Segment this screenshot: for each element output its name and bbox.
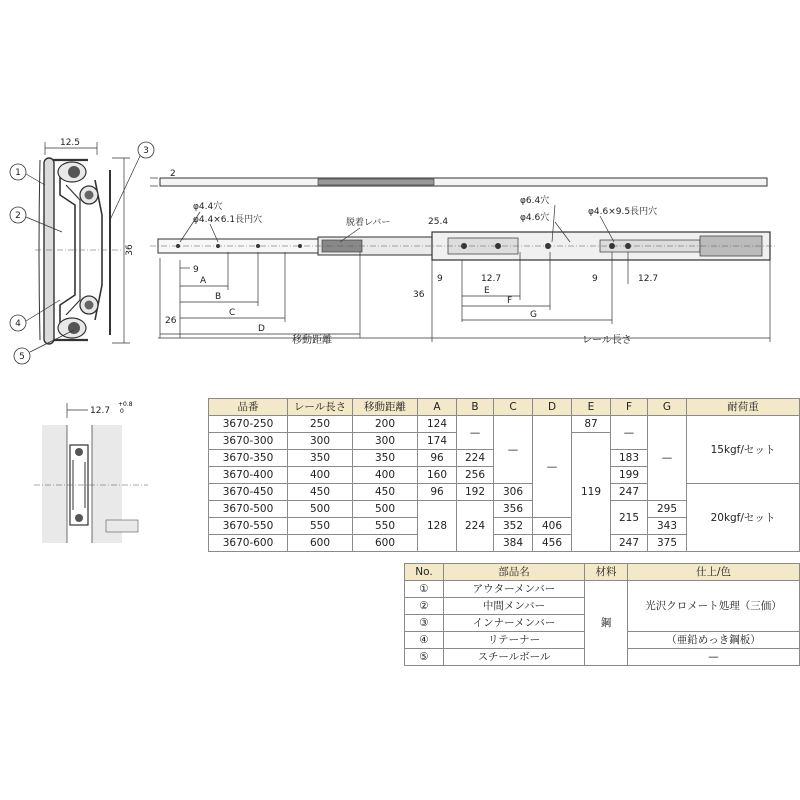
col-header: C <box>494 399 533 416</box>
table-row <box>405 581 800 598</box>
cell: 375 <box>648 535 687 552</box>
tolerance-upper: +0.8 <box>118 401 133 408</box>
cell: 384 <box>494 535 533 552</box>
label-f: F <box>507 296 513 306</box>
cell: 192 <box>457 484 494 501</box>
spec-header-row <box>209 399 800 416</box>
spec-table <box>208 398 800 552</box>
cell: 3670-350 <box>209 450 288 467</box>
cell: 295 <box>648 501 687 518</box>
cell: 343 <box>648 518 687 535</box>
cell: 306 <box>494 484 533 501</box>
cell: — <box>611 416 648 450</box>
cell: 300 <box>288 433 353 450</box>
dim-36-side: 36 <box>413 290 425 300</box>
col-header: B <box>457 399 494 416</box>
cell: — <box>648 416 687 501</box>
cell: 224 <box>457 450 494 467</box>
rail-length-label: レール長さ <box>582 335 632 346</box>
lever-label: 脱着レバー <box>346 218 391 228</box>
dim-25-4: 25.4 <box>428 217 449 227</box>
label-e: E <box>484 286 490 296</box>
cell: 350 <box>288 450 353 467</box>
cell: 15kgf/セット <box>687 416 800 484</box>
cell: 550 <box>353 518 418 535</box>
cell: 96 <box>418 450 457 467</box>
travel-label: 移動距離 <box>292 335 332 346</box>
col-header: 品番 <box>209 399 288 416</box>
cell: 450 <box>288 484 353 501</box>
cell: 3670-400 <box>209 467 288 484</box>
cell: 光沢クロメート処理（三価） <box>628 581 800 632</box>
cell: 352 <box>494 518 533 535</box>
cell: — <box>533 416 572 518</box>
cell: 3670-600 <box>209 535 288 552</box>
cell: 200 <box>353 416 418 433</box>
dim-12-7-mid: 12.7 <box>481 274 502 284</box>
label-c: C <box>229 308 236 318</box>
rail-top-view <box>150 169 767 186</box>
dim-thickness: 2 <box>170 169 176 179</box>
hole-label-3: φ6.4穴 <box>520 196 550 206</box>
svg-text:4: 4 <box>15 319 21 329</box>
svg-text:1: 1 <box>15 168 21 178</box>
cell: 160 <box>418 467 457 484</box>
col-header: 部品名 <box>444 564 585 581</box>
label-d: D <box>258 324 265 334</box>
table-row <box>209 416 800 433</box>
label-a: A <box>200 276 207 286</box>
label-b: B <box>215 292 222 302</box>
hole-label-4: φ4.6穴 <box>520 213 550 223</box>
cell: — <box>628 649 800 666</box>
cell: リテーナー <box>444 632 585 649</box>
dim-height: 36 <box>125 244 135 256</box>
hole-label-5: φ4.6×9.5長円穴 <box>588 207 658 217</box>
cell: 300 <box>353 433 418 450</box>
cell: 500 <box>288 501 353 518</box>
cell: 3670-500 <box>209 501 288 518</box>
cell: スチールボール <box>444 649 585 666</box>
cell: （亜鉛めっき鋼板） <box>628 632 800 649</box>
cell: ① <box>405 581 444 598</box>
col-header: A <box>418 399 457 416</box>
cell: 199 <box>611 467 648 484</box>
cross-section <box>10 138 154 364</box>
parts-header-row <box>405 564 800 581</box>
cell: 450 <box>353 484 418 501</box>
cell: インナーメンバー <box>444 615 585 632</box>
col-header: F <box>611 399 648 416</box>
hole-label-1: φ4.4穴 <box>193 202 223 212</box>
cell: ⑤ <box>405 649 444 666</box>
cell: アウターメンバー <box>444 581 585 598</box>
hole-label-2: φ4.4×6.1長円穴 <box>193 215 263 225</box>
dim-12-7-mount: 12.7 <box>90 406 111 416</box>
col-header: G <box>648 399 687 416</box>
col-header: 移動距離 <box>353 399 418 416</box>
cell: 550 <box>288 518 353 535</box>
cell: 20kgf/セット <box>687 484 800 552</box>
svg-text:3: 3 <box>143 146 149 156</box>
cell: 456 <box>533 535 572 552</box>
cell: 400 <box>288 467 353 484</box>
dim-9-left: 9 <box>193 265 199 275</box>
cell: — <box>494 416 533 484</box>
cell: 406 <box>533 518 572 535</box>
col-header: レール長さ <box>288 399 353 416</box>
col-header: E <box>572 399 611 416</box>
cell: 250 <box>288 416 353 433</box>
cell: ② <box>405 598 444 615</box>
cell: 500 <box>353 501 418 518</box>
table-row <box>209 484 800 501</box>
cell: 124 <box>418 416 457 433</box>
dim-top-width: 12.5 <box>59 138 81 148</box>
cell: ④ <box>405 632 444 649</box>
rail-side-view <box>150 194 775 346</box>
cell: — <box>457 416 494 450</box>
cell: 119 <box>572 433 611 552</box>
label-g: G <box>530 310 537 320</box>
cell: 96 <box>418 484 457 501</box>
cell: 600 <box>288 535 353 552</box>
cell: 128 <box>418 501 457 552</box>
cell: 87 <box>572 416 611 433</box>
cell: 400 <box>353 467 418 484</box>
col-header: No. <box>405 564 444 581</box>
svg-text:5: 5 <box>19 352 25 362</box>
col-header: 耐荷重 <box>687 399 800 416</box>
col-header: D <box>533 399 572 416</box>
cell: 356 <box>494 501 533 518</box>
cell: 247 <box>611 484 648 501</box>
cell: 3670-450 <box>209 484 288 501</box>
cell: 鋼 <box>585 581 628 666</box>
cell: 224 <box>457 501 494 552</box>
col-header: 仕上/色 <box>628 564 800 581</box>
col-header: 材料 <box>585 564 628 581</box>
cell: ③ <box>405 615 444 632</box>
cell: 174 <box>418 433 457 450</box>
cell: 256 <box>457 467 494 484</box>
dim-12-7-right: 12.7 <box>638 274 659 284</box>
tolerance-lower: 0 <box>120 408 124 415</box>
callout-3 <box>110 142 154 220</box>
cell: 350 <box>353 450 418 467</box>
dim-9-mid: 9 <box>437 274 443 284</box>
cell: 215 <box>611 501 648 535</box>
mounting-detail <box>34 401 148 543</box>
cell: 3670-250 <box>209 416 288 433</box>
cell: 247 <box>611 535 648 552</box>
cell: 183 <box>611 450 648 467</box>
dim-9-right: 9 <box>592 274 598 284</box>
svg-text:2: 2 <box>15 211 21 221</box>
cell: 600 <box>353 535 418 552</box>
cell: 3670-300 <box>209 433 288 450</box>
parts-table <box>404 563 800 666</box>
cell: 3670-550 <box>209 518 288 535</box>
cell: 中間メンバー <box>444 598 585 615</box>
dim-26: 26 <box>165 316 177 326</box>
